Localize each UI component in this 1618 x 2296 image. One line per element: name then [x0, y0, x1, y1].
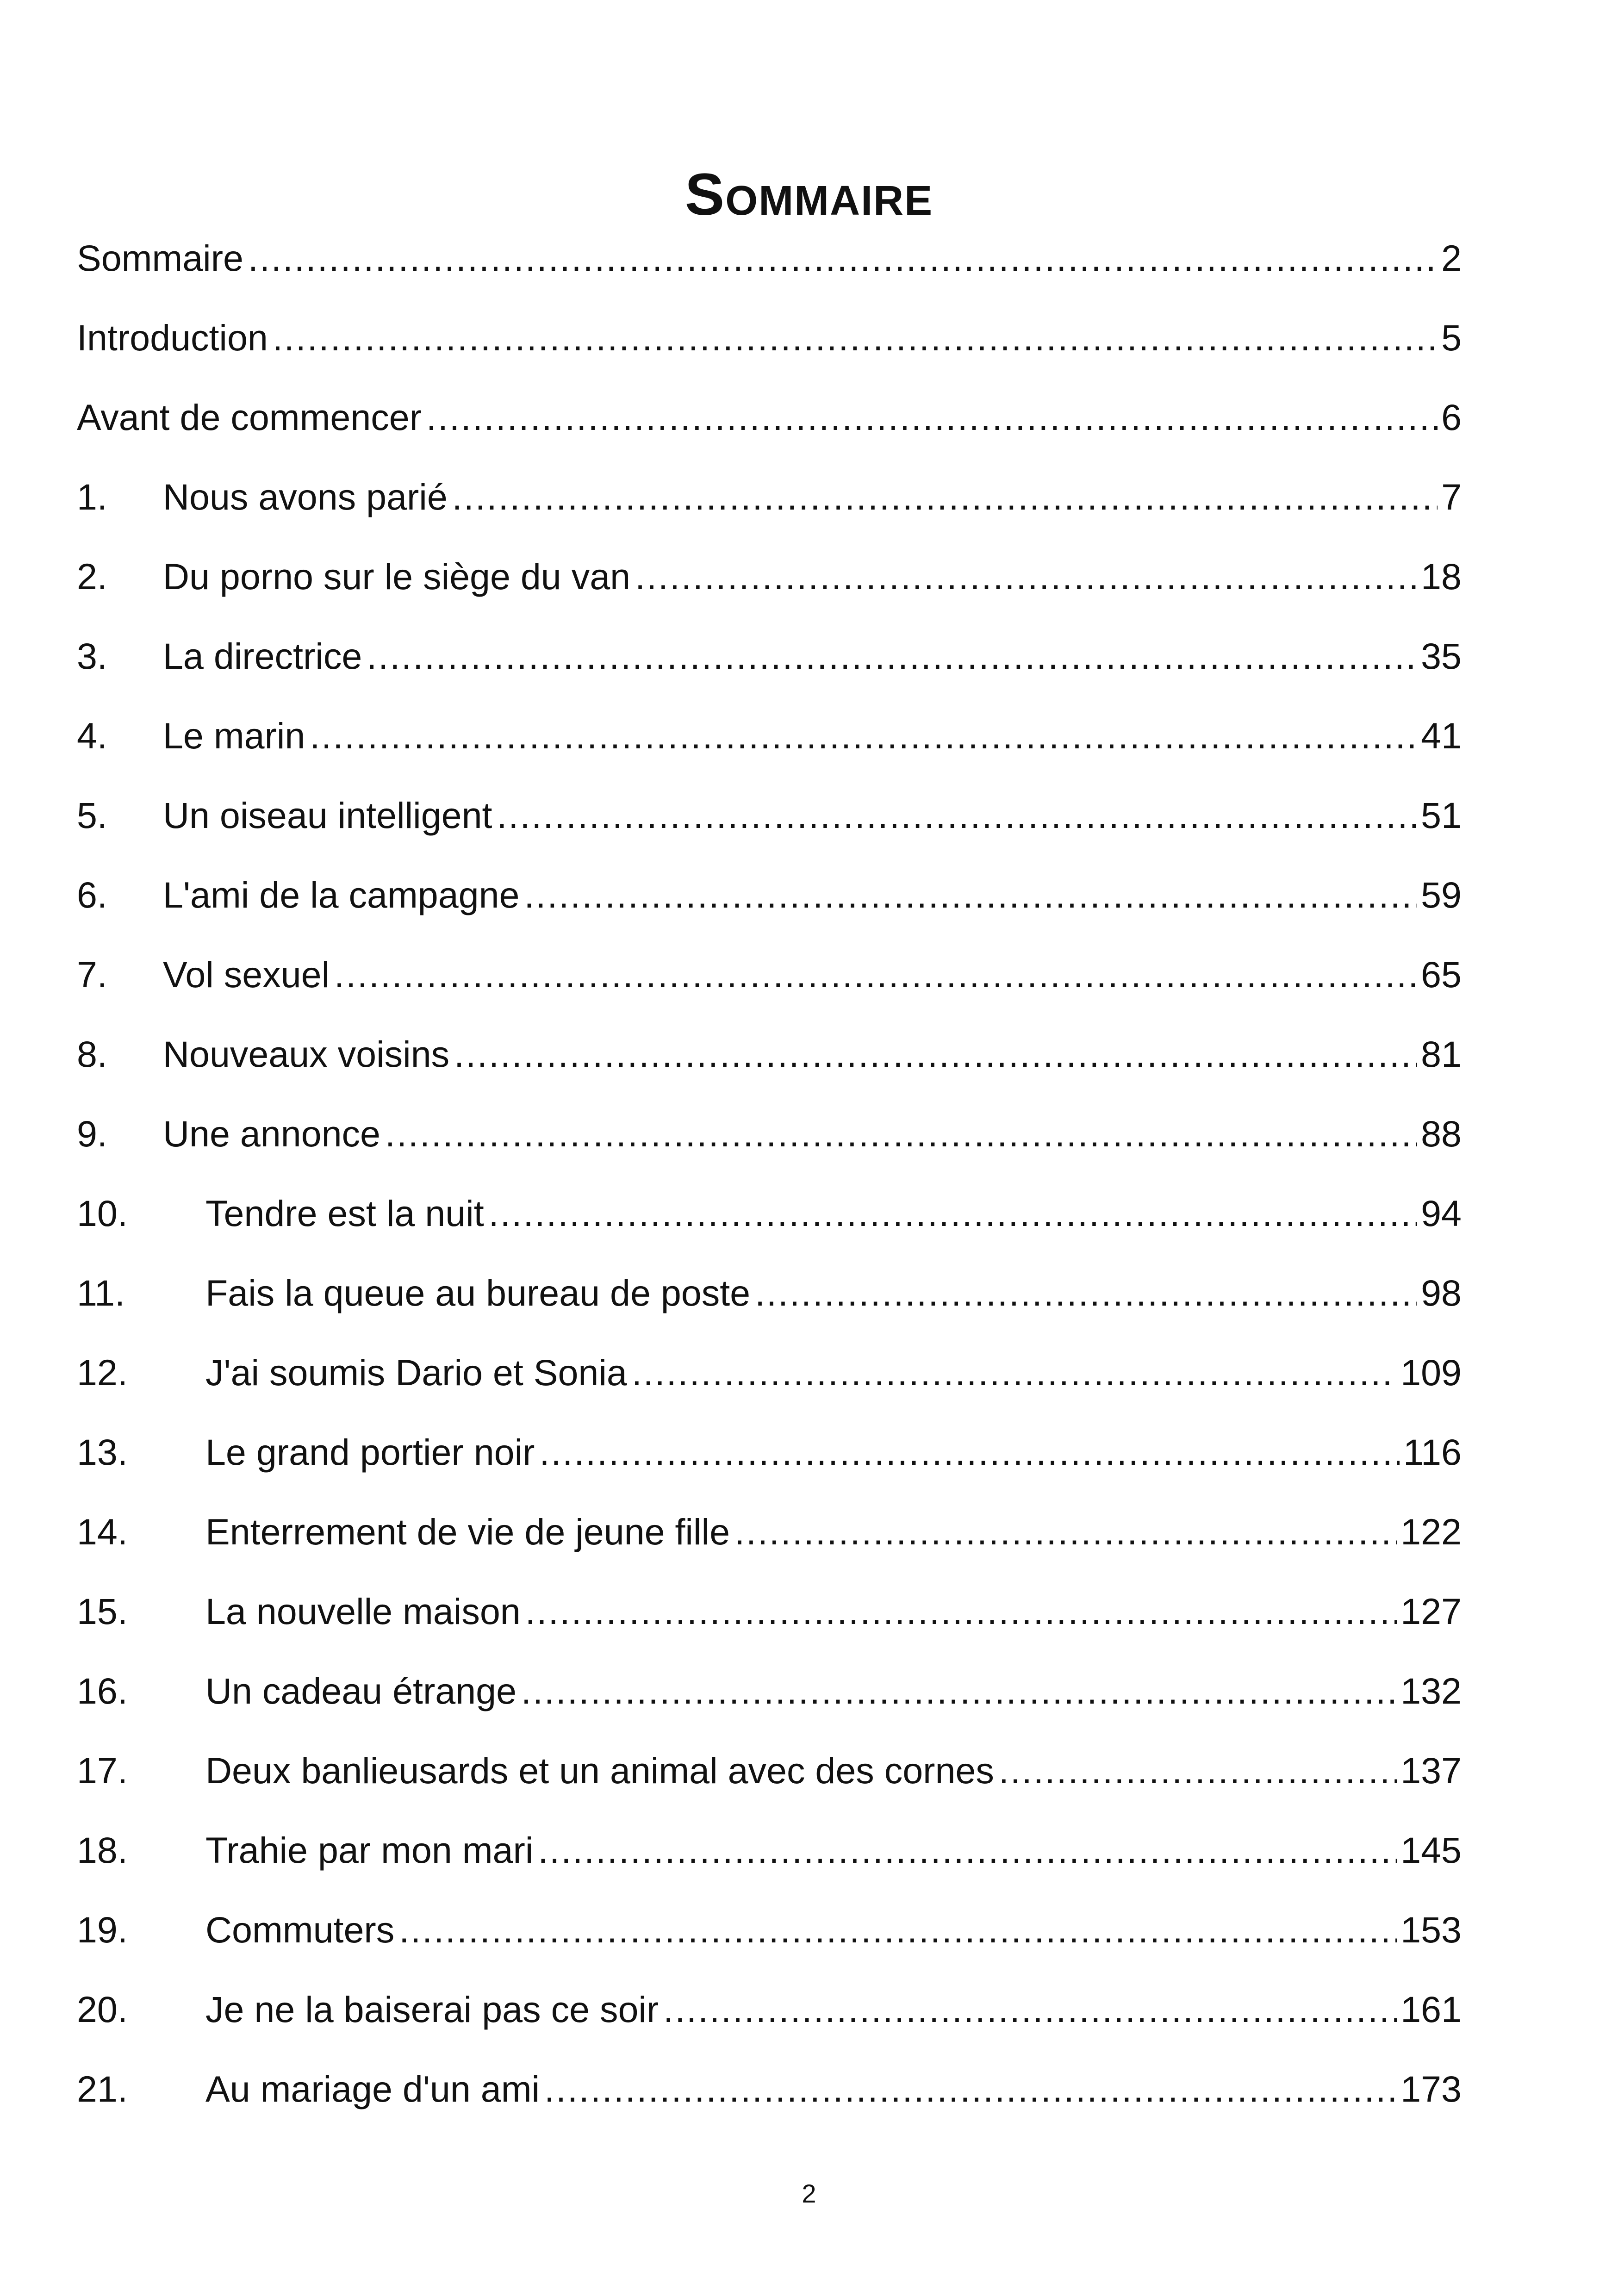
- toc-entry-page: 81: [1421, 1033, 1462, 1075]
- toc-entry[interactable]: [77, 218, 1462, 298]
- toc-entry-title: Du porno sur le siège du van: [163, 556, 631, 597]
- toc-entry[interactable]: [77, 1094, 1462, 1174]
- toc-entry[interactable]: [77, 1253, 1462, 1333]
- toc-entry-number: 17.: [77, 1750, 128, 1791]
- toc-entry[interactable]: [77, 537, 1462, 616]
- dot-leader: [538, 1811, 1397, 1890]
- toc-entry-number: 7.: [77, 954, 107, 995]
- toc-entry-page: 145: [1400, 1829, 1462, 1871]
- toc-entry-page: 116: [1403, 1431, 1462, 1473]
- toc-entry-page: 2: [1441, 237, 1462, 279]
- toc-entry[interactable]: [77, 1412, 1462, 1492]
- toc-entry-number: 15.: [77, 1591, 128, 1632]
- dot-leader: [310, 696, 1417, 776]
- toc-entry-number: 1.: [77, 476, 107, 517]
- dot-leader: [525, 1572, 1397, 1651]
- toc-entry-number: 12.: [77, 1352, 128, 1393]
- toc-entry-page: 137: [1400, 1750, 1462, 1791]
- toc-entry-number: 4.: [77, 715, 107, 756]
- toc-entry-page: 153: [1400, 1909, 1462, 1950]
- toc-entry-page: 41: [1421, 715, 1462, 756]
- toc-entry[interactable]: [77, 1572, 1462, 1651]
- dot-leader: [489, 1174, 1417, 1253]
- toc-entry-title: Enterrement de vie de jeune fille: [205, 1511, 730, 1552]
- dot-leader: [367, 616, 1417, 696]
- toc-entry[interactable]: [77, 1014, 1462, 1094]
- toc-entry-number: 21.: [77, 2068, 128, 2109]
- dot-leader: [334, 935, 1417, 1014]
- toc-entry[interactable]: [77, 2049, 1462, 2129]
- toc-entry-title: Un cadeau étrange: [205, 1670, 517, 1711]
- dot-leader: [248, 218, 1438, 298]
- toc-entry[interactable]: [77, 1651, 1462, 1731]
- toc-entry-number: 13.: [77, 1431, 128, 1473]
- toc-entry-title: Deux banlieusards et un animal avec des cornes: [205, 1750, 994, 1791]
- toc-entry-title: L'ami de la campagne: [163, 874, 520, 915]
- toc-entry-page: 127: [1400, 1591, 1462, 1632]
- dot-leader: [663, 1970, 1397, 2049]
- dot-leader: [999, 1731, 1397, 1811]
- toc-entry-title: Nous avons parié: [163, 476, 448, 517]
- toc-entry[interactable]: [77, 1174, 1462, 1253]
- dot-leader: [521, 1651, 1397, 1731]
- dot-leader: [385, 1094, 1417, 1174]
- toc-entry-page: 6: [1441, 397, 1462, 438]
- toc-entry-page: 109: [1400, 1352, 1462, 1393]
- toc-entry-page: 122: [1400, 1511, 1462, 1552]
- toc-entry-page: 35: [1421, 635, 1462, 677]
- toc-entry[interactable]: [77, 298, 1462, 378]
- dot-leader: [524, 855, 1417, 935]
- toc-entry-title: Le grand portier noir: [205, 1431, 535, 1473]
- toc-entry-number: 3.: [77, 635, 107, 677]
- toc-entry-page: 173: [1400, 2068, 1462, 2109]
- toc-entry-title: J'ai soumis Dario et Sonia: [205, 1352, 627, 1393]
- toc-entry[interactable]: [77, 935, 1462, 1014]
- toc-entry-number: 8.: [77, 1033, 107, 1075]
- dot-leader: [632, 1333, 1397, 1412]
- toc-entry-page: 161: [1400, 1989, 1462, 2030]
- toc-entry-number: 20.: [77, 1989, 128, 2030]
- toc-entry-title: Trahie par mon mari: [205, 1829, 534, 1871]
- dot-leader: [635, 537, 1417, 616]
- toc-entry[interactable]: [77, 1333, 1462, 1412]
- toc-entry-title: Vol sexuel: [163, 954, 330, 995]
- toc-entry-number: 10.: [77, 1193, 128, 1234]
- toc-entry[interactable]: [77, 457, 1462, 537]
- toc-entry-number: 2.: [77, 556, 107, 597]
- toc-entry-page: 88: [1421, 1113, 1462, 1154]
- toc-entry-page: 132: [1400, 1670, 1462, 1711]
- dot-leader: [544, 2049, 1397, 2129]
- dot-leader: [497, 776, 1417, 855]
- dot-leader: [454, 1014, 1417, 1094]
- dot-leader: [452, 457, 1438, 537]
- toc-entry[interactable]: [77, 1731, 1462, 1811]
- toc-entry-number: 6.: [77, 874, 107, 915]
- toc-entry[interactable]: [77, 696, 1462, 776]
- toc-entry-number: 11.: [77, 1272, 125, 1313]
- toc-entry[interactable]: [77, 616, 1462, 696]
- toc-entry-title: La directrice: [163, 635, 362, 677]
- toc-entry-page: 94: [1421, 1193, 1462, 1234]
- page-number: 2: [802, 2179, 816, 2208]
- toc-entry-page: 5: [1441, 317, 1462, 358]
- toc-entry-title: Commuters: [205, 1909, 395, 1950]
- dot-leader: [539, 1412, 1400, 1492]
- dot-leader: [755, 1253, 1417, 1333]
- toc-entry-title: Avant de commencer: [77, 397, 422, 438]
- toc-entry[interactable]: [77, 1492, 1462, 1572]
- toc-entry[interactable]: [77, 855, 1462, 935]
- toc-entry-page: 65: [1421, 954, 1462, 995]
- toc-entry-title: Le marin: [163, 715, 305, 756]
- toc-entry-title: Je ne la baiserai pas ce soir: [205, 1989, 659, 2030]
- toc-entry-number: 19.: [77, 1909, 128, 1950]
- dot-leader: [273, 298, 1438, 378]
- dot-leader: [399, 1890, 1397, 1970]
- toc-entry-title: La nouvelle maison: [205, 1591, 521, 1632]
- toc-entry-number: 5.: [77, 795, 107, 836]
- page-title: Sommaire: [685, 161, 933, 228]
- toc-entry-title: Nouveaux voisins: [163, 1033, 450, 1075]
- toc-entry-page: 98: [1421, 1272, 1462, 1313]
- toc-entry[interactable]: [77, 776, 1462, 855]
- dot-leader: [734, 1492, 1397, 1572]
- toc-entry-page: 51: [1421, 795, 1462, 836]
- toc-entry-number: 9.: [77, 1113, 107, 1154]
- toc-entry[interactable]: [77, 1970, 1462, 2049]
- toc-entry-number: 18.: [77, 1829, 128, 1871]
- toc-entry-title: Un oiseau intelligent: [163, 795, 492, 836]
- toc-entry-number: 16.: [77, 1670, 128, 1711]
- toc-entry-title: Tendre est la nuit: [205, 1193, 484, 1234]
- toc-entry[interactable]: [77, 378, 1462, 457]
- toc-entry-number: 14.: [77, 1511, 128, 1552]
- toc-entry-title: Au mariage d'un ami: [205, 2068, 540, 2109]
- table-of-contents: [77, 218, 1462, 2129]
- toc-entry-page: 59: [1421, 874, 1462, 915]
- toc-entry[interactable]: [77, 1890, 1462, 1970]
- toc-entry-page: 7: [1441, 476, 1462, 517]
- toc-entry-page: 18: [1421, 556, 1462, 597]
- toc-entry[interactable]: [77, 1811, 1462, 1890]
- dot-leader: [426, 378, 1438, 457]
- toc-entry-title: Une annonce: [163, 1113, 380, 1154]
- toc-entry-title: Fais la queue au bureau de poste: [205, 1272, 751, 1313]
- toc-entry-title: Introduction: [77, 317, 268, 358]
- toc-entry-title: Sommaire: [77, 237, 243, 279]
